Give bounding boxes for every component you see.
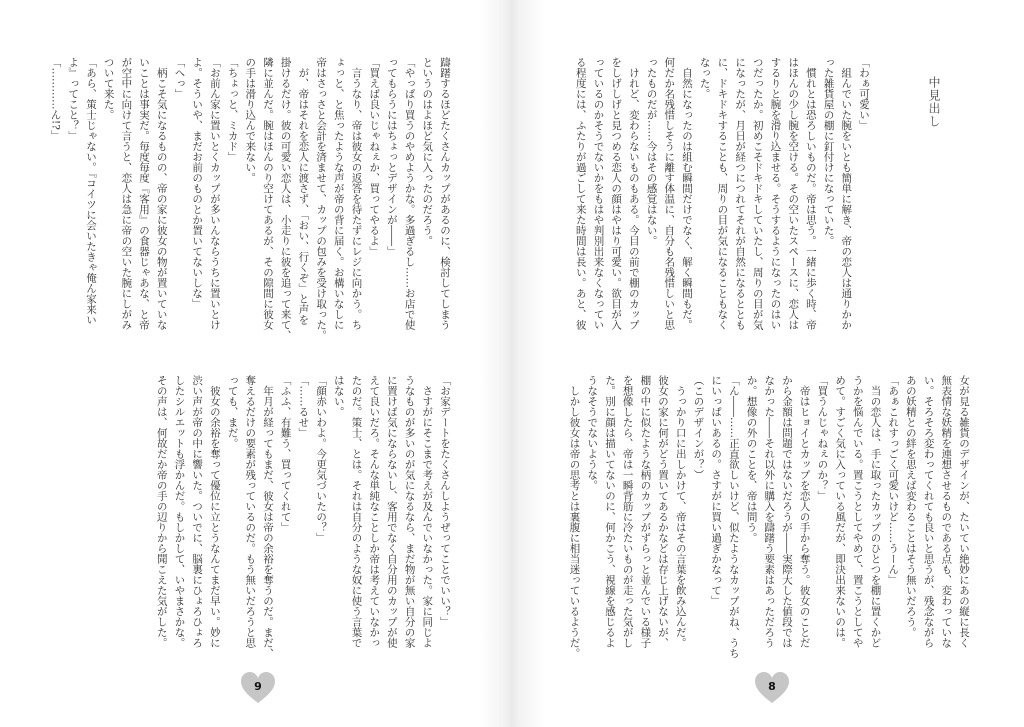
text-line: しかし彼女は帝の思考とは裏腹に相当迷っているようだ。 <box>568 375 581 659</box>
text-line: 「……るせ」 <box>297 375 310 438</box>
text-line: よ。そういや、まだお前のものとか置いてないしな」 <box>191 57 204 309</box>
text-line: る程度には、ふたりが過ごして来た時間は長い。あと、彼 <box>574 57 587 330</box>
text-line: 「ん――……正直欲しいけど、似たようなカップがね、うち <box>727 375 740 659</box>
page-number-label: 8 <box>768 680 776 693</box>
page-8-lower-text <box>565 375 972 659</box>
text-line: に、ドキドキすることも、周りの目が気になることもなく <box>716 57 729 330</box>
text-line: うっかり口に出しかけて、帝はその言葉を飲み込んだ。 <box>674 375 687 648</box>
text-line: 奪えるだけの要素が残っているのだ。もう無いだろうと思 <box>244 375 257 648</box>
page-number-8 <box>755 672 789 704</box>
text-line: 「お前ん家に置いとくカップが多いんならうちに置いとけ <box>208 57 221 330</box>
text-line: を想像したら、帝は一瞬背筋に冷たいものが走った気がし <box>621 375 634 648</box>
text-line: はない。 <box>332 375 345 417</box>
text-line: 「買えば良いじゃねぇか、買ってやるよ」 <box>368 57 381 257</box>
text-line: 「ふふ、有難う、買ってくれて」 <box>279 375 292 533</box>
text-line: っているのかそうでないかをもはや判別出来なくなってい <box>592 57 605 330</box>
text-line: ったものだが……今はその感覚はない。 <box>645 57 658 246</box>
text-line: つだったか。初めこそドキドキしていたし、周りの目が気 <box>751 57 764 330</box>
text-line: から金額は問題ではないだろうが――実際大した値段では <box>780 375 793 648</box>
text-line: 何だか名残惜しそうに離す体温に、自分も名残惜しいと思 <box>663 57 676 330</box>
text-line: 「お家デートをたくさんしようぜってことでいい？」 <box>439 375 451 627</box>
text-line: 柄こそ気になるものの、帝の家に彼女の物が置いていな <box>155 57 168 330</box>
page-8-upper-text <box>571 57 872 333</box>
text-line: 掛けるだけ。彼の可愛い恋人は、小走りに彼を追って来て、 <box>279 57 292 341</box>
text-line: めて。すごく気に入っている風だが、即決出来ないのは。 <box>834 375 847 648</box>
text-line: うなものが多いのが気になるなら、まだ物が無い自分の家 <box>403 375 416 648</box>
text-line: 隣に並んだ。腕はほんのり空けてあるが、その隙間に彼女 <box>261 57 274 330</box>
text-line: ょっと、と焦ったような声が帝の背に届く。お構いなしに <box>332 57 345 330</box>
text-line: 「ちょっと、ミカド」 <box>226 57 239 162</box>
text-line: 当の恋人は、手に取ったカップのひとつを棚に置くかど <box>869 375 882 648</box>
text-line: 組んでいた腕をいとも簡単に解き、帝の恋人は通りかか <box>840 57 853 330</box>
text-line: 彼女の家に何がどう置いてあるかなどは存じ上げないが、 <box>657 375 670 648</box>
text-line: か。想像の外のことを、帝は問う。 <box>745 375 758 543</box>
page-9-lower-text <box>152 375 453 659</box>
text-line: 自然になったのは組む瞬間だけでなく、解く瞬間もだ。 <box>680 57 693 330</box>
text-line: に置けば気にならないし、客用でなく自分用のカップが使 <box>385 375 398 648</box>
text-line: さすがにそこまで考えが及んでいなかった。家に同じよ <box>421 375 434 648</box>
text-line: 彼女の余裕を奪って優位に立とうなんてまだ早い。妙に <box>208 375 221 648</box>
text-line: あの妖精との絆を思えば変わることはそう無いだろう。 <box>904 375 917 638</box>
text-line: なかった――それ以外に購入を躊躇う要素はあっただろう <box>763 375 776 648</box>
text-line: というのはよほど気に入ったのだろう。 <box>421 57 434 246</box>
text-line: 「顔赤いわよ。今更気づいたの？」 <box>315 375 328 543</box>
section-heading: 中見出し <box>927 76 941 128</box>
text-line: 「買うんじゃねぇのか？」 <box>816 375 829 501</box>
text-line: 女が見る雑貨のデザインが、たいてい絶妙にあの縦に長く <box>958 375 970 648</box>
text-line: 「あら、策士じゃない。『コイツに会いたきゃ俺ん家来い <box>84 57 97 325</box>
text-line: っても、まだ。 <box>226 375 239 449</box>
text-line: （このデザインが？） <box>692 375 705 480</box>
text-line: よ』ってこと？」 <box>67 57 80 141</box>
text-line: 帝はさっさと会計を済ませて、カップの包みを受け取った。 <box>315 57 328 341</box>
page-number-9 <box>241 672 275 704</box>
text-line: 「へっ」 <box>173 57 186 99</box>
text-line: 慣れとは恐ろしいものだ。帝は思う。一緒に歩く時、帝 <box>804 57 817 330</box>
text-line: うなそうでないような。 <box>586 375 599 491</box>
text-line: った雑貨屋の棚に釘付けになっていた。 <box>822 57 835 246</box>
text-line: が、帝はそれを恋人に渡さず、「おい、行くぞ」と声を <box>297 57 310 325</box>
text-line: その声は、何故だか帝の手の辺りから聞こえた気がした。 <box>155 375 168 648</box>
page-9-upper-text <box>46 57 453 341</box>
text-line: 棚の中に似たような柄のカップがずらっと並んでいる様子 <box>639 375 652 648</box>
text-line: 年月が経ってもまだ、彼女は帝の余裕を奪うのだ。まだ、 <box>261 375 274 659</box>
text-line: 「あぁこれすっごく可愛いけど……うーん」 <box>887 375 900 585</box>
text-line: 「…………ん!?」 <box>49 57 62 141</box>
text-line: 「やっぱり買うのやめようかな。多過ぎるし……お店で使 <box>403 57 416 330</box>
text-line: 帝はヒョイとカップを恋人の手から奪う。彼女のことだ <box>798 375 811 648</box>
text-line: 躊躇するほどたくさんカップがあるのに、検討してしまう <box>439 57 451 330</box>
text-line: 渋い声が帝の中に響いた。ついでに、脳裏にひょろひょろ <box>191 375 204 648</box>
text-line: はほんの少し腕を空ける。その空いたスペースに、恋人は <box>787 57 800 330</box>
text-line: が空中に向けて言うと、恋人は急に帝の空いた腕にしがみ <box>120 57 133 330</box>
text-line: にいっぱいあるの。さすがに買い過ぎかなって」 <box>710 375 723 606</box>
page-number-label: 9 <box>254 680 262 693</box>
text-line: けれど、変わらないものもある。今目の前で棚のカップ <box>627 57 640 330</box>
text-line: 「わぁ可愛い」 <box>858 57 870 131</box>
text-line: い。そろそろ変わってくれても良いと思うが、残念ながら <box>922 375 935 648</box>
text-line: た。別に顔は描いてないのに、何かこう、視線を感じるよ <box>603 375 616 648</box>
text-line: えて良いだろ。そんな単純なことしか帝は考えていなかっ <box>368 375 381 648</box>
text-line: したシルエットも浮かんだ。もしかして、いやまさかな。 <box>173 375 186 648</box>
text-line: ついて来た。 <box>102 57 115 120</box>
text-line: なった。 <box>698 57 711 99</box>
text-line: 言うなり、帝は彼女の返答を待たずにレジに向かう。ち <box>350 57 363 330</box>
text-line: いことは事実だ。毎度毎度『客用』の食器じゃあな、と帝 <box>138 57 151 330</box>
text-line: うかを悩んでいる。置こうとしてやめて、置こうとしてや <box>851 375 864 648</box>
text-line: をしげしげと見つめる恋人の顔はやはり可愛い。欲目が入 <box>610 57 623 330</box>
text-line: たのだ。策士、とは。それは自分のような奴に使う言葉で <box>350 375 363 648</box>
text-line: ってもらうにはちょっとデザインが――」 <box>385 57 398 257</box>
text-line: の手は滑り込んで来ない。 <box>244 57 257 183</box>
text-line: するりと腕を滑り込ませる。そうするようになったのはい <box>769 57 782 330</box>
text-line: 無表情な妖精を連想させるものである点も、変わっていな <box>940 375 953 648</box>
text-line: になったが、月日が経つにつれてそれが自然になるととも <box>734 57 747 330</box>
